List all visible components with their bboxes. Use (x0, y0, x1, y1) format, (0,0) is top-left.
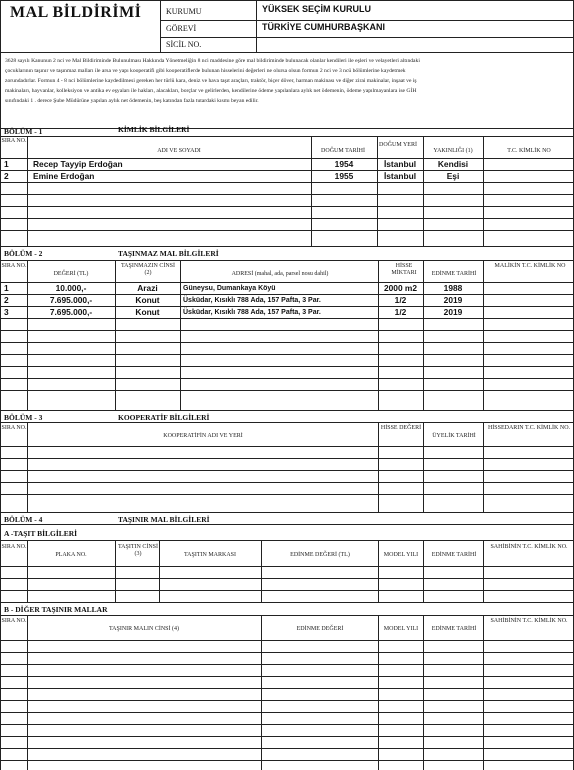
s4b-col-model: MODEL YILI (383, 626, 419, 632)
s2-col-share: HİSSE MİKTARI (391, 263, 417, 276)
s2-row2-no: 2 (4, 295, 9, 305)
s2-row1-type: Arazi (137, 283, 158, 293)
s4a-col-brand: TAŞITIN MARKASI (183, 552, 237, 558)
gorevi-value: TÜRKİYE CUMHURBAŞKANI (262, 22, 385, 32)
s4a-col-date: EDİNME TARİHİ (431, 552, 477, 558)
s4b-col-date: EDİNME TARİHİ (431, 626, 477, 632)
s1-row1-birthdate: 1954 (334, 159, 354, 169)
s2-col-sira: SIRA NO. (1, 263, 27, 269)
s2-row1-value: 10.000,- (55, 283, 87, 293)
s2-row2-address: Üsküdar, Kısıklı 788 Ada, 157 Pafta, 3 Par. (183, 297, 321, 304)
s1-row1-birthplace: İstanbul (383, 159, 417, 169)
s4b-col-value: EDİNME DEĞERİ (296, 626, 344, 632)
s2-row3-type: Konut (135, 307, 160, 317)
s2-col-date: EDİNME TARİHİ (431, 271, 477, 277)
s4b-col-sira: SIRA NO. (1, 618, 27, 624)
intro-text (5, 56, 571, 106)
gorevi-label: GÖREVİ (166, 24, 197, 33)
section2-code: BÖLÜM - 2 (4, 249, 43, 258)
s2-row3-date: 2019 (443, 307, 463, 317)
s1-col-name: ADI VE SOYADI (157, 148, 201, 154)
s2-row3-address: Üsküdar, Kısıklı 788 Ada, 157 Pafta, 3 Par. (183, 309, 321, 316)
s1-row2-no: 2 (4, 171, 9, 181)
s2-row1-no: 1 (4, 283, 9, 293)
s2-row1-share: 2000 m2 (383, 283, 418, 293)
s2-col-type: TAŞINMAZIN CİNSİ (2) (120, 263, 176, 276)
s4a-col-model: MODEL YILI (383, 552, 419, 558)
s2-row3-share: 1/2 (394, 307, 407, 317)
intro-line: çocuklarının taşınır ve taşınmaz malları ile arsa ve yapı kooperatifi gibi kooperatiflerde bulunan hisselerini değerleri ne olursa olsun formun 2 nci ve 3 ncü bölümlerine kaydetmek (5, 68, 406, 74)
s1-row1-no: 1 (4, 159, 9, 169)
section3-title: KOOPERATİF BİLGİLERİ (118, 413, 210, 422)
section4-sub-b: B - DİĞER TAŞINIR MALLAR (4, 605, 108, 614)
s1-row2-birthplace: İstanbul (383, 171, 417, 181)
s4a-col-plate: PLAKA NO. (55, 552, 87, 558)
kurumu-value: YÜKSEK SEÇİM KURULU (262, 4, 372, 14)
intro-line: makinaları, hayvanlar, kolleksiyon ve antika ev eşyaları ile hakları, alacakları, borçlar ve gelirlerden, kendilerine ödeme yapılanlara aylık net ödemenin, ödeme yapılmayanlara ise GİH (5, 88, 417, 94)
s2-col-value: DEĞERİ (TL) (53, 271, 89, 277)
s3-col-sira: SIRA NO. (1, 425, 27, 431)
s1-col-birthdate: DOĞUM TARİHİ (321, 148, 365, 154)
intro-line: zorundadırlar. Formun 4 - 8 nci bölümlerine kaydedilmesi gereken her türlü kara, deniz ve hava taşıt araçları, traktör, biçer döver, harman makinası ve diğer zirai makinalar, inşaat ve iş (5, 78, 417, 84)
s2-row2-share: 1/2 (394, 295, 407, 305)
s2-col-address: ADRESİ (mahal, ada, parsel nosu dahil) (231, 271, 329, 277)
s1-col-birthplace: DOĞUM YERİ (379, 142, 417, 148)
s2-row1-address: Güneysu, Dumankaya Köyü (183, 285, 276, 292)
s2-row3-value: 7.695.000,- (49, 307, 93, 317)
s1-row2-name: Emine Erdoğan (33, 171, 95, 181)
s1-col-sira: SIRA NO. (1, 138, 27, 144)
s2-col-owner: MALİKİN T.C. KİMLİK NO (494, 263, 566, 269)
s4a-col-type: TAŞITIN CİNSİ (3) (117, 544, 159, 557)
section1-code: BÖLÜM - 1 (4, 127, 43, 136)
intro-line: sınıfındaki 1 . derece Şube Müdürüne yapılan aylık net ödemenin, beş katından fazla tutardaki kısmı beyan edilir. (5, 98, 259, 104)
s4b-col-owner: SAHİBİNİN T.C. KİMLİK NO. (490, 618, 568, 624)
s3-col-holder: HİSSEDARIN T.C. KİMLİK NO. (487, 425, 571, 431)
intro-line: 3628 sayılı Kanunun 2 nci ve Mal Bildiriminde Bulunulması Hakkında Yönetmeliğin 8 nci maddesine göre mal bildiriminde bulunacak olanlar kendileri ile eşleri ve velayetleri altındaki (5, 58, 420, 64)
s1-col-tc: T.C. KİMLİK NO (507, 148, 551, 154)
s4a-col-sira: SIRA NO. (1, 544, 27, 550)
section4-code: BÖLÜM - 4 (4, 515, 43, 524)
section4-title: TAŞINIR MAL BİLGİLERİ (118, 515, 210, 524)
kurumu-label: KURUMU (166, 7, 202, 16)
s4a-col-value: EDİNME DEĞERİ (TL) (290, 552, 350, 558)
s4a-col-owner: SAHİBİNİN T.C. KİMLİK NO. (490, 544, 568, 550)
s3-col-share: HİSSE DEĞERİ (380, 425, 422, 431)
s3-col-name: KOOPERATİFİN ADI VE YERİ (163, 433, 243, 439)
s1-col-relation: YAKINLIĞI (1) (433, 148, 473, 154)
s2-row3-no: 3 (4, 307, 9, 317)
section1-title: KİMLİK BİLGİLERİ (118, 125, 190, 134)
s2-row2-type: Konut (135, 295, 160, 305)
section3-code: BÖLÜM - 3 (4, 413, 43, 422)
sicil-label: SİCİL NO. (166, 40, 202, 49)
s1-row1-name: Recep Tayyip Erdoğan (33, 159, 123, 169)
s1-row2-relation: Eşi (446, 171, 460, 181)
s4b-col-type: TAŞINIR MALIN CİNSİ (4) (108, 626, 179, 632)
s2-row1-date: 1988 (443, 283, 463, 293)
s1-row2-birthdate: 1955 (334, 171, 354, 181)
s2-row2-date: 2019 (443, 295, 463, 305)
form-title: MAL BİLDİRİMİ (10, 4, 142, 21)
s3-col-date: ÜYELİK TARİHİ (432, 433, 476, 439)
s2-row2-value: 7.695.000,- (49, 295, 93, 305)
section4-sub-a: A -TAŞIT BİLGİLERİ (4, 529, 78, 538)
section2-title: TAŞINMAZ MAL BİLGİLERİ (118, 249, 219, 258)
s1-row1-relation: Kendisi (437, 159, 469, 169)
